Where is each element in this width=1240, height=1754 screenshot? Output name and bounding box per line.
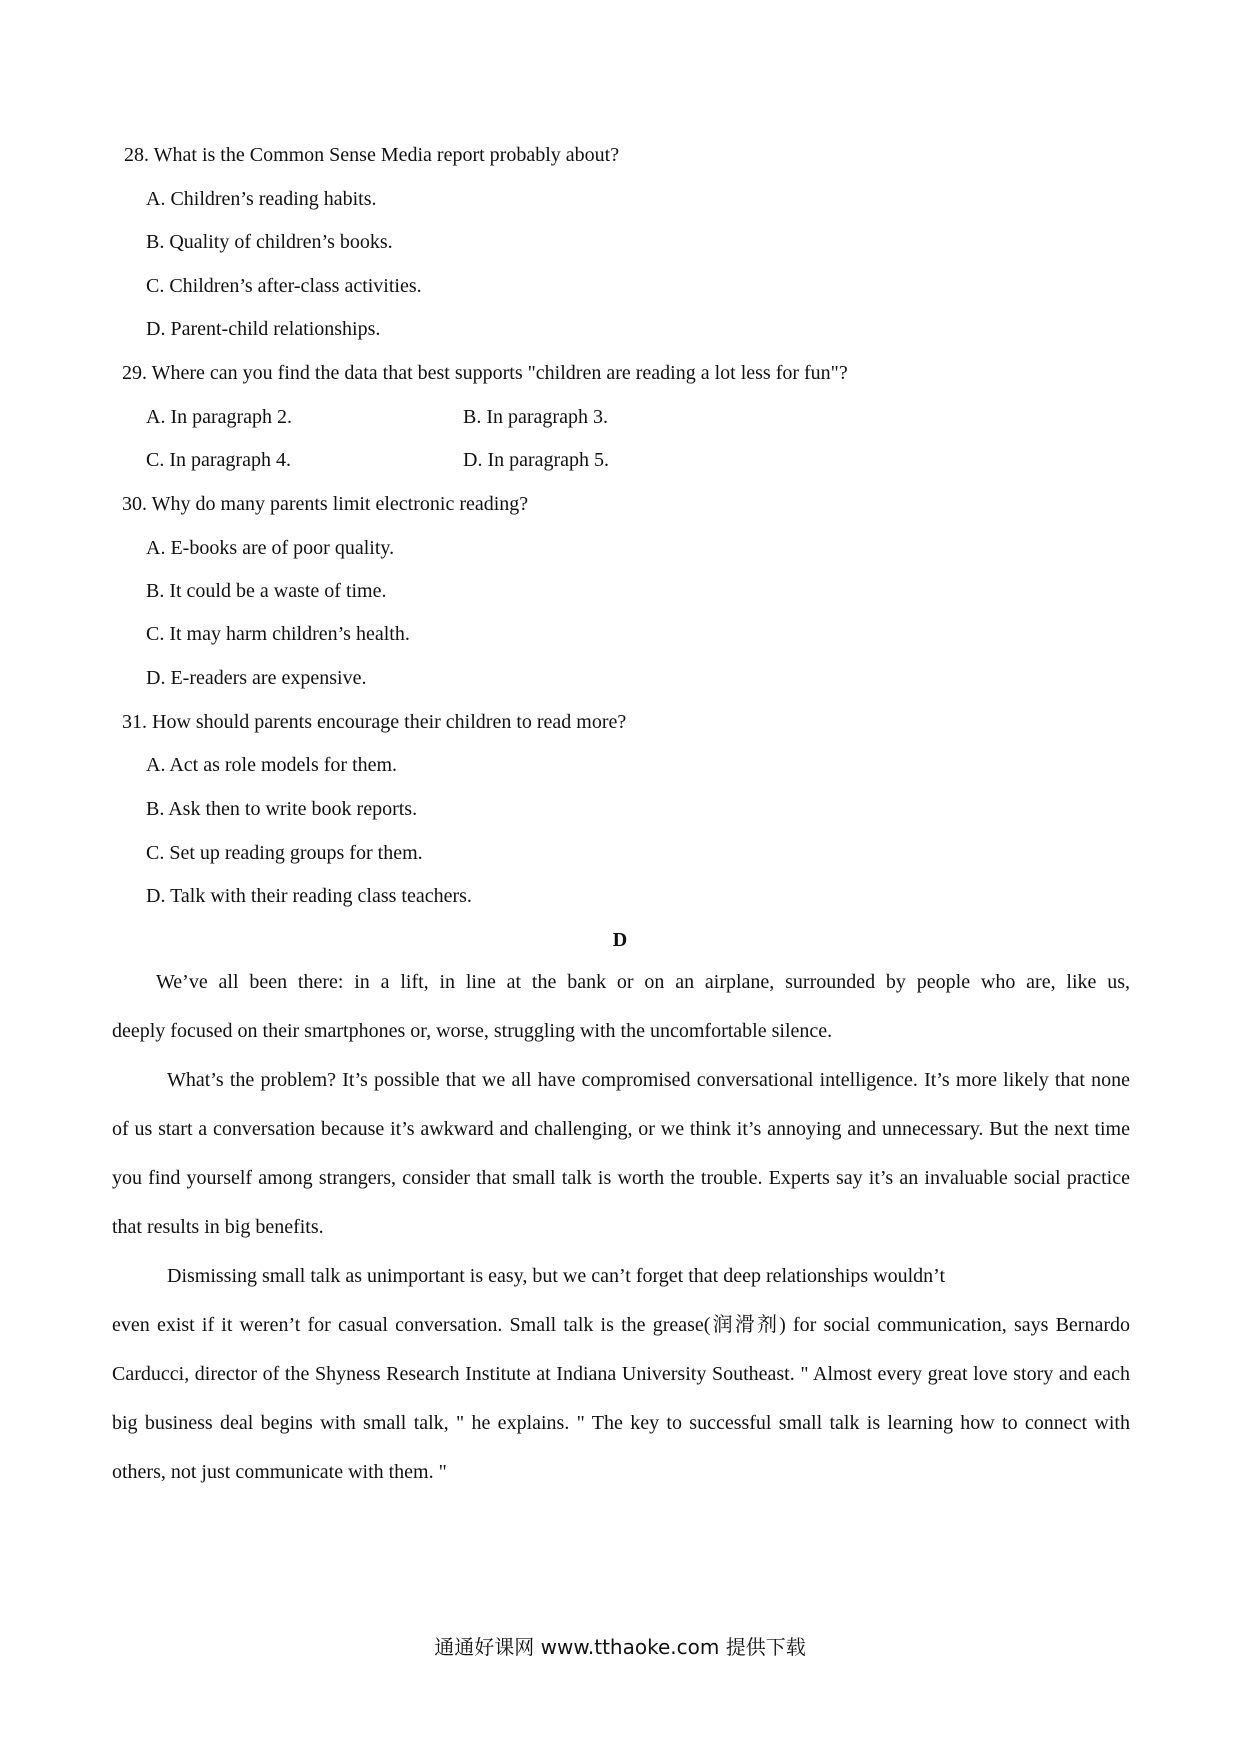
section-heading: D xyxy=(612,929,628,951)
passage-paragraph-3-line-1: Dismissing small talk as unimportant is easy, but we can’t forget that deep relationships wouldn’t xyxy=(167,1265,946,1287)
question-31-option-b: B. Ask then to write book reports. xyxy=(146,798,418,820)
question-28-option-a: A. Children’s reading habits. xyxy=(146,188,377,210)
question-30-option-d: D. E-readers are expensive. xyxy=(146,667,367,689)
question-28-option-b: B. Quality of children’s books. xyxy=(146,231,393,253)
passage-paragraph-2: What’s the problem? It’s possible that we all have compromised conversational intelligence. It’s more likely that none of us start a conversation because it’s awkward and challenging, or we think it’s annoying and unnecessary. But the next time you find yourself among strangers, consider that small talk is worth the trouble. Experts say it’s an invaluable social practice that results in big benefits. xyxy=(112,1069,1130,1238)
question-29-option-d: D. In paragraph 5. xyxy=(463,449,610,471)
question-31-option-d: D. Talk with their reading class teachers. xyxy=(146,885,472,907)
question-29-option-b: B. In paragraph 3. xyxy=(463,406,608,428)
question-30-stem: 30. Why do many parents limit electronic reading? xyxy=(122,493,529,515)
question-29-stem: 29. Where can you find the data that best supports "children are reading a lot less for fun"? xyxy=(122,362,848,384)
question-30-option-a: A. E-books are of poor quality. xyxy=(146,537,395,559)
passage xyxy=(112,958,1130,1497)
footer-watermark: 通通好课网 www.tthaoke.com 提供下载 xyxy=(434,1635,806,1659)
question-30-option-b: B. It could be a waste of time. xyxy=(146,580,387,602)
question-31-option-a: A. Act as role models for them. xyxy=(146,754,398,776)
question-29-option-c: C. In paragraph 4. xyxy=(146,449,291,471)
passage-paragraph-3-rest: even exist if it weren’t for casual conversation. Small talk is the grease(润滑剂) for social communication, says Bernardo Carducci, director of the Shyness Research Institute at Indiana University Southeast. " Almost every great love story and each big business deal begins with small talk, " he explains. " The key to successful small talk is learning how to connect with others, not just communicate with them. " xyxy=(112,1314,1130,1483)
question-28-option-d: D. Parent-child relationships. xyxy=(146,318,381,340)
question-28-stem: 28. What is the Common Sense Media report probably about? xyxy=(124,144,620,166)
passage-paragraph-1-line-2: deeply focused on their smartphones or, worse, struggling with the uncomfortable silence. xyxy=(112,1020,833,1042)
question-30-option-c: C. It may harm children’s health. xyxy=(146,623,410,645)
passage-paragraph-1-line-1: We’ve all been there: in a lift, in line at the bank or on an airplane, surrounded by people who are, like us, xyxy=(156,971,1130,993)
question-31-option-c: C. Set up reading groups for them. xyxy=(146,842,423,864)
question-28-option-c: C. Children’s after-class activities. xyxy=(146,275,422,297)
question-29-option-a: A. In paragraph 2. xyxy=(146,406,293,428)
question-31-stem: 31. How should parents encourage their children to read more? xyxy=(122,711,627,733)
